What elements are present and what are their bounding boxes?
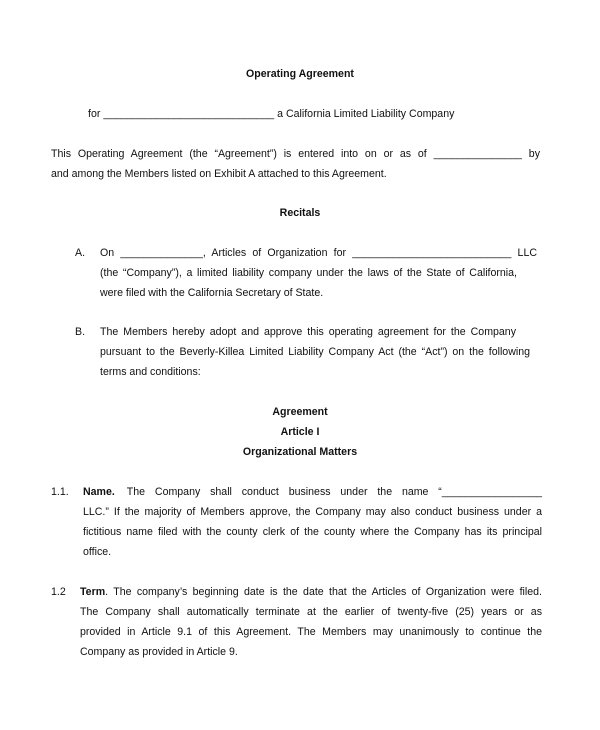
section-1-2-line-2: The Company shall automatically terminate at the earlier of twenty-five (25) years or as xyxy=(80,606,542,618)
section-1-1-label: Name. xyxy=(83,486,115,498)
recitals-heading: Recitals xyxy=(279,207,321,219)
section-1-1-line-1 xyxy=(83,485,542,499)
document-title: Operating Agreement xyxy=(246,68,354,80)
section-1-2-line-4: Company as provided in Article 9. xyxy=(80,646,238,658)
intro-line-1: This Operating Agreement (the “Agreement”) is entered into on or as of _______________ by xyxy=(51,148,540,160)
section-1-2-label: Term xyxy=(80,586,106,598)
recital-a-line-3: were filed with the California Secretary of State. xyxy=(100,287,324,299)
recital-b-marker: B. xyxy=(75,326,86,338)
recital-a-marker: A. xyxy=(75,247,86,259)
subtitle-prefix: for xyxy=(88,108,101,120)
recital-b-line-1: The Members hereby adopt and approve this operating agreement for the Company xyxy=(100,326,516,338)
recital-b-line-3: terms and conditions: xyxy=(100,366,201,378)
section-1-1-line-4: office. xyxy=(83,546,112,558)
recital-a-line-2: (the “Company”), a limited liability company under the laws of the State of California, xyxy=(100,267,517,279)
recital-b-line-2: pursuant to the Beverly-Killea Limited Liability Company Act (the “Act”) on the following xyxy=(100,346,530,358)
article-title: Organizational Matters xyxy=(242,446,358,458)
section-1-2-line-1-text: . The company’s beginning date is the date that the Articles of Organization were filed. xyxy=(105,586,542,598)
subtitle-line xyxy=(88,107,454,121)
section-1-1-line-2: LLC.” If the majority of Members approve, the Company may also conduct business under a xyxy=(83,506,542,518)
section-1-2-line-3: provided in Article 9.1 of this Agreement. The Members may unanimously to continue the xyxy=(80,626,542,638)
intro-line-2: and among the Members listed on Exhibit A attached to this Agreement. xyxy=(51,168,387,180)
section-1-1-number: 1.1. xyxy=(51,486,69,498)
llc-name-blank: _____________________________ xyxy=(103,108,275,120)
agreement-heading: Agreement xyxy=(272,406,328,418)
section-1-2-number: 1.2 xyxy=(51,586,66,598)
section-1-1-line-1-text: The Company shall conduct business under the name “_________________ xyxy=(126,486,542,498)
recital-a-line-1: On ______________, Articles of Organization for ___________________________ LLC xyxy=(100,247,537,259)
subtitle-suffix: a California Limited Liability Company xyxy=(277,108,455,120)
section-1-2-line-1 xyxy=(80,585,542,599)
article-heading: Article I xyxy=(280,426,320,438)
section-1-1-line-3: fictitious name filed with the county clerk of the county where the Company has its principal xyxy=(83,526,542,538)
